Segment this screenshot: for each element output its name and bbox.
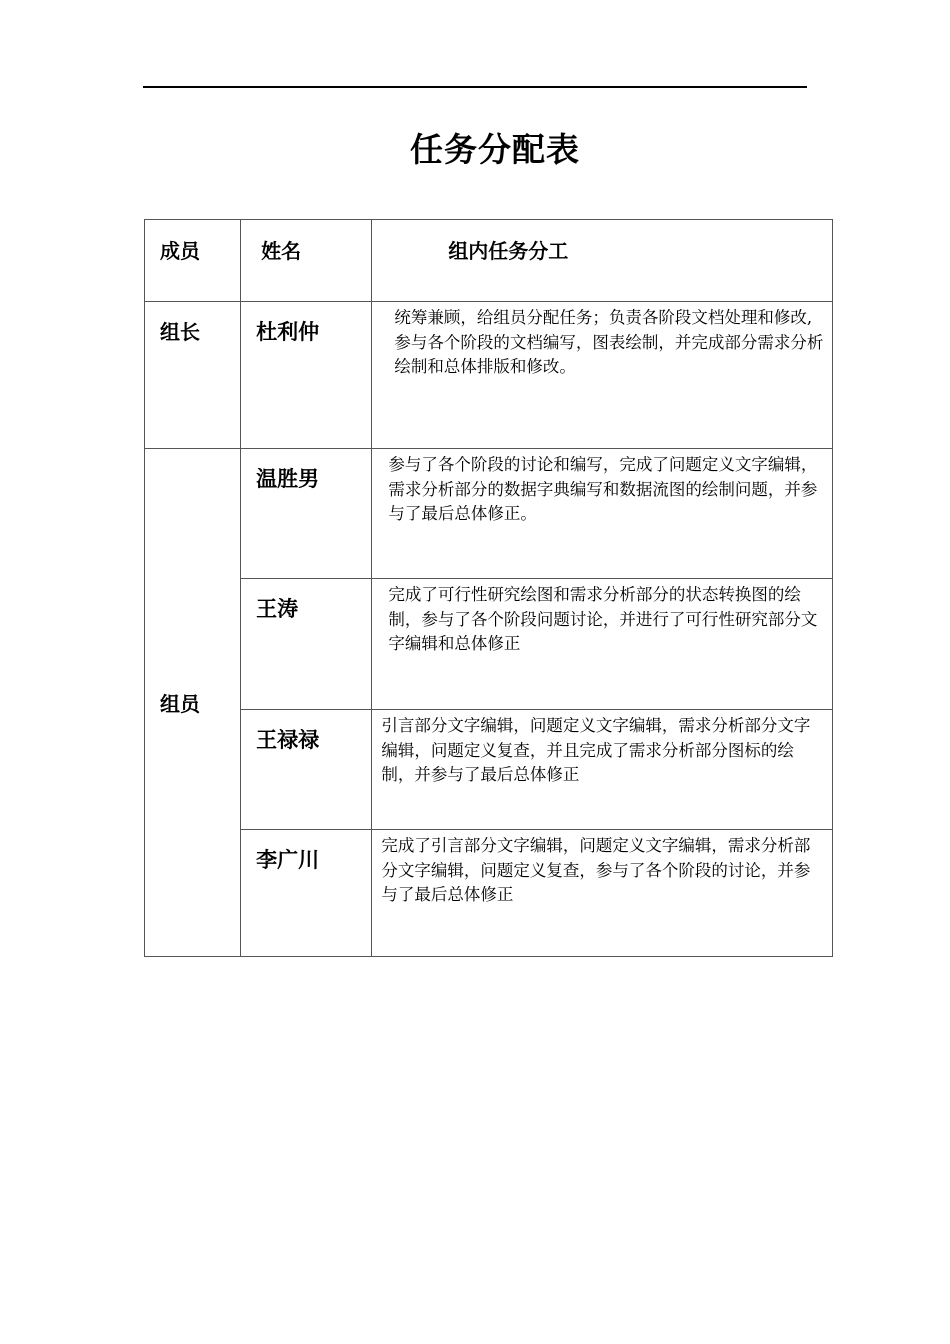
header-task: 组内任务分工 — [372, 220, 833, 302]
header-name: 姓名 — [241, 220, 372, 302]
leader-name: 杜利仲 — [241, 302, 372, 449]
member-name: 王涛 — [241, 579, 372, 710]
member-task: 引言部分文字编辑，问题定义文字编辑，需求分析部分文字编辑，问题定义复查，并且完成了需求分析部分图标的绘制，并参与了最后总体修正 — [372, 710, 833, 830]
member-name: 温胜男 — [241, 449, 372, 579]
leader-task: 统筹兼顾，给组员分配任务；负责各阶段文档处理和修改,参与各个阶段的文档编写，图表绘制，并完成部分需求分析绘制和总体排版和修改。 — [372, 302, 833, 449]
table-row — [145, 579, 833, 710]
header-role: 成员 — [145, 220, 241, 302]
member-task: 参与了各个阶段的讨论和编写，完成了问题定义文字编辑，需求分析部分的数据字典编写和数据流图的绘制问题，并参与了最后总体修正。 — [372, 449, 833, 579]
member-name: 王禄禄 — [241, 710, 372, 830]
table-header-row — [145, 220, 833, 302]
members-role: 组员 — [145, 449, 241, 957]
member-task: 完成了引言部分文字编辑，问题定义文字编辑，需求分析部分文字编辑，问题定义复查，参与了各个阶段的讨论，并参与了最后总体修正 — [372, 830, 833, 957]
member-name: 李广川 — [241, 830, 372, 957]
table-row — [145, 449, 833, 579]
page-title: 任务分配表 — [410, 130, 580, 169]
table-row-leader — [145, 302, 833, 449]
task-table — [144, 219, 833, 957]
table-row — [145, 710, 833, 830]
table-row — [145, 830, 833, 957]
header-rule — [143, 86, 807, 88]
leader-role: 组长 — [145, 302, 241, 449]
member-task: 完成了可行性研究绘图和需求分析部分的状态转换图的绘制，参与了各个阶段问题讨论，并进行了可行性研究部分文字编辑和总体修正 — [372, 579, 833, 710]
